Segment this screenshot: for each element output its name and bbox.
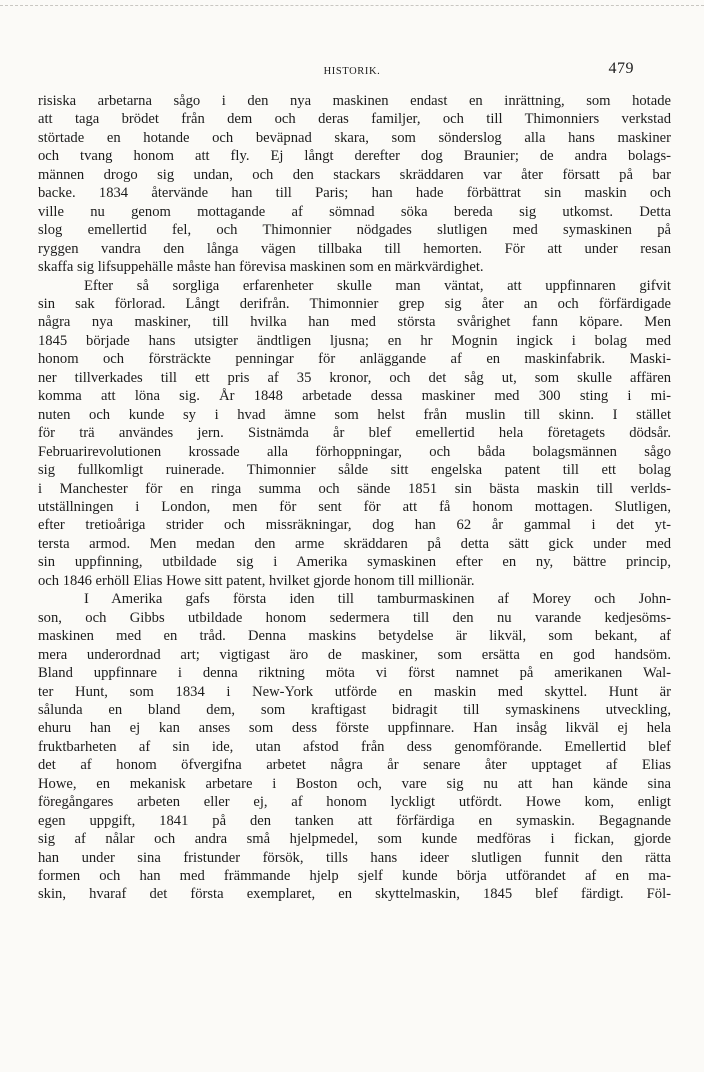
text-line: utställningen i London, men för sent för att få honom mottagen. Slutligen, bbox=[38, 498, 671, 515]
text-line: Bland uppfinnare i denna riktning möta vi först namnet på amerikanen Wal- bbox=[38, 665, 671, 682]
text-line: störtade en hotande och beväpnad skara, som sönderslog alla hans maskiner bbox=[38, 129, 671, 146]
text-line: egen uppgift, 1841 på den tanken att förfärdiga en symaskin. Begagnande bbox=[38, 812, 671, 829]
text-line: ter Hunt, som 1834 i New-York utförde en maskin med skyttel. Hunt är bbox=[38, 683, 671, 700]
text-line: mera underordnad art; vigtigast äro de maskiner, som ersätta en god handsöm. bbox=[38, 646, 671, 663]
text-line: och tvang honom att fly. Ej långt derefter dog Braunier; de andra bolags- bbox=[38, 148, 671, 165]
body-text bbox=[38, 92, 671, 904]
text-line: Howe, en mekanisk arbetare i Boston och, vare sig nu att han kände sina bbox=[38, 775, 671, 792]
text-line: sålunda en bland dem, som kraftigast bidragit till symaskinens utveckling, bbox=[38, 701, 671, 718]
text-line: för trä användes jern. Sistnämda år blef emellertid hela företagets dödsår. bbox=[38, 425, 671, 442]
text-line: i Manchester för en ringa summa och sände 1851 sin bästa maskin till verlds- bbox=[38, 480, 671, 497]
text-line: ville nu genom mottagande af sömnad söka bereda sig utkomst. Detta bbox=[38, 203, 671, 220]
text-line: föregångares arbeten eller ej, af honom lyckligt utfördt. Howe kom, enligt bbox=[38, 794, 671, 811]
text-line: 1845 började hans utsigter ändtligen ljusna; en hr Mognin ingick i bolag med bbox=[38, 332, 671, 349]
text-line: han under sina fristunder försök, tills hans ideer slutligen funnit den rätta bbox=[38, 849, 671, 866]
text-line: risiska arbetarna sågo i den nya maskinen endast en inrättning, som hotade bbox=[38, 93, 671, 109]
text-line: sig fullkomligt ruinerade. Thimonnier sålde sitt engelska patent till ett bolag bbox=[38, 462, 671, 479]
text-line: maskinen med en tråd. Denna maskins betydelse är likväl, som bekant, af bbox=[38, 628, 671, 645]
text-line: tersta armod. Men medan den arme skräddaren på detta sätt gick under med bbox=[38, 535, 671, 552]
text-line: skaffa sig lifsuppehälle måste han förevisa maskinen som en märkvärdighet. bbox=[38, 259, 484, 276]
text-line: fruktbarheten af sin ide, utan afstod från dess genomförande. Emellertid blef bbox=[38, 738, 671, 755]
top-edge-rule bbox=[0, 5, 704, 6]
text-line: sin sak förlorad. Långt derifrån. Thimonnier grep sig åter an och förfärdigade bbox=[38, 295, 671, 312]
text-line: det af honom öfvergifna arbetet några år senare åter upptaget af Elias bbox=[38, 757, 671, 774]
text-line: och 1846 erhöll Elias Howe sitt patent, hvilket gjorde honom till millionär. bbox=[38, 572, 475, 589]
text-line: att taga brödet från dem och deras familjer, och till Thimonniers verkstad bbox=[38, 111, 671, 128]
text-line: efter tretioåriga strider och missräkningar, dog han 62 år gammal i det yt- bbox=[38, 517, 671, 534]
text-line: backe. 1834 återvände han till Paris; han hade förbättrat sin maskin och bbox=[38, 185, 671, 202]
text-line: männen drogo sig undan, och den stackars skräddaren var åter försatt på bar bbox=[38, 166, 671, 183]
text-line: sig af nålar och andra små hjelpmedel, som kunde medföras i fickan, gjorde bbox=[38, 831, 671, 848]
text-line: skin, hvaraf det första exemplaret, en skyttelmaskin, 1845 blef färdigt. Föl- bbox=[38, 886, 671, 903]
running-title: HISTORIK. bbox=[323, 66, 381, 77]
text-line: ehuru han ej kan anses som dess förste uppfinnare. Han insåg likväl ej hela bbox=[38, 720, 671, 737]
text-line: sin uppfinning, utbildade sig i Amerika symaskinen efter en ny, bättre princip, bbox=[38, 554, 671, 571]
text-line: honom och försträckte penningar för anläggande af en maskinfabrik. Maski- bbox=[38, 351, 671, 368]
text-line: några nya maskiner, till hvilka han med största svårighet fann köpare. Men bbox=[38, 314, 671, 331]
text-line: ryggen vandra den långa vägen tillbaka till hemorten. För att under resan bbox=[38, 240, 671, 257]
text-line: komma att löna sig. År 1848 arbetade dessa maskiner med 300 sting i mi- bbox=[38, 388, 671, 405]
page-number: 479 bbox=[608, 60, 634, 77]
text-line: ner tillverkades till ett pris af 35 kronor, och det såg ut, som skulle affären bbox=[38, 369, 671, 386]
text-line: formen och han med främmande hjelp sjelf kunde börja utförandet af en ma- bbox=[38, 868, 671, 885]
text-line: Februarirevolutionen krossade alla förhoppningar, och båda bolagsmännen sågo bbox=[38, 443, 671, 460]
text-line: Efter så sorgliga erfarenheter skulle man väntat, att uppfinnaren gifvit bbox=[84, 277, 671, 294]
text-line: son, och Gibbs utbildade honom sedermera till den nu varande kedjesöms- bbox=[38, 609, 671, 626]
text-line: nuten och kunde sy i hvad ämne som helst från muslin till skinn. I stället bbox=[38, 406, 671, 423]
text-line: I Amerika gafs första iden till tamburmaskinen af Morey och John- bbox=[84, 591, 671, 608]
text-line: slog emellertid fel, och Thimonnier nödgades slutligen med symaskinen på bbox=[38, 222, 671, 239]
